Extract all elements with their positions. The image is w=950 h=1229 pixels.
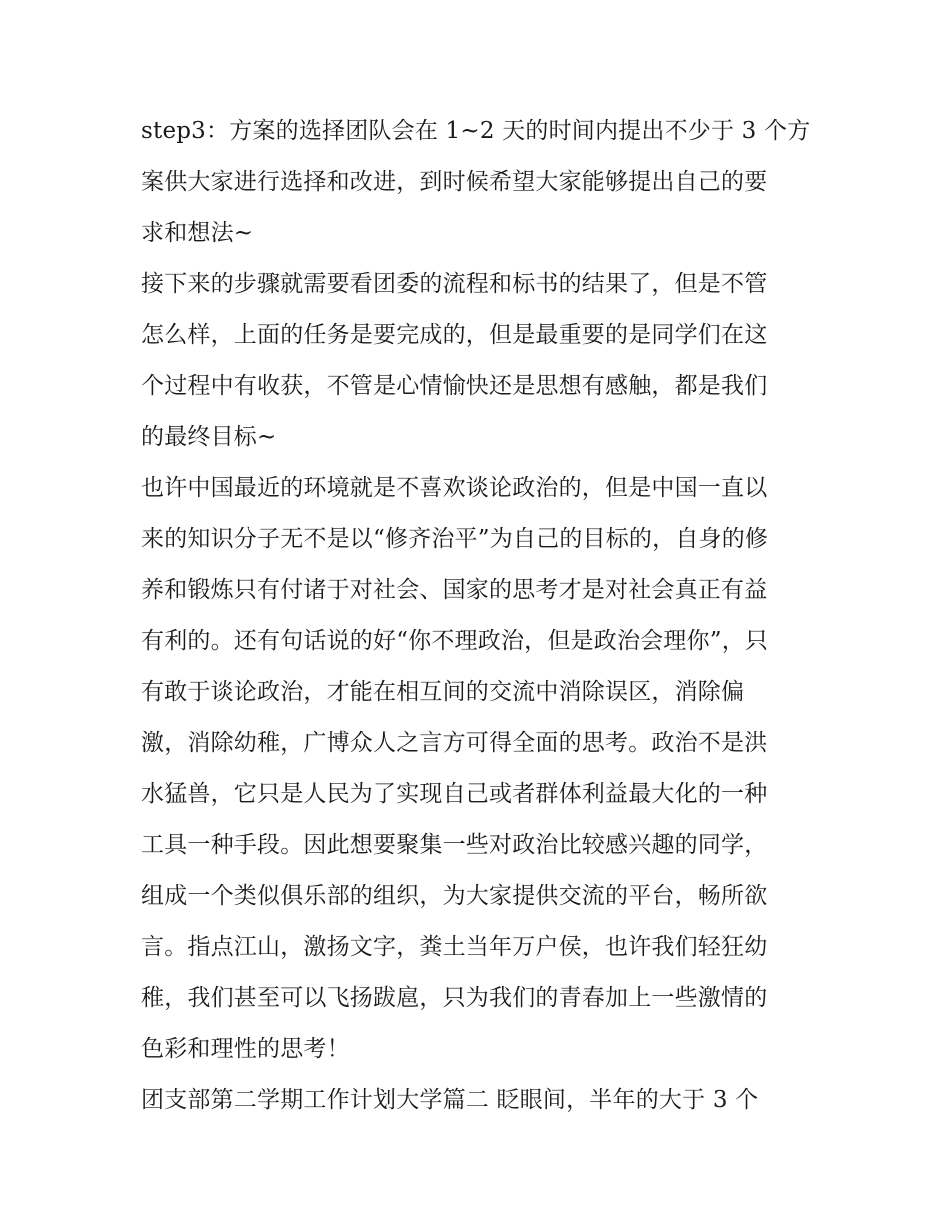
text-line: 有敢于谈论政治，才能在相互间的交流中消除误区，消除偏 <box>141 679 745 705</box>
text-line-step3: step3：方案的选择团队会在 1~2 天的时间内提出不少于 3 个方 <box>141 118 811 144</box>
text-line: 来的知识分子无不是以“修齐治平”为自己的目标的，自身的修 <box>141 526 769 552</box>
text-line: 有利的。还有句话说的好“你不理政治，但是政治会理你”，只 <box>141 628 769 654</box>
text-line: 言。指点江山，激扬文字，粪土当年万户侯，也许我们轻狂幼 <box>141 934 768 960</box>
text-line: 怎么样，上面的任务是要完成的，但是最重要的是同学们在这 <box>141 322 768 348</box>
text-line: 的最终目标~ <box>141 424 277 450</box>
text-line: 接下来的步骤就需要看团委的流程和标书的结果了，但是不管 <box>141 271 768 297</box>
text-line: 水猛兽，它只是人民为了实现自己或者群体利益最大化的一种 <box>141 781 768 807</box>
text-line: 养和锻炼只有付诸于对社会、国家的思考才是对社会真正有益 <box>141 577 768 603</box>
text-line: 也许中国最近的环境就是不喜欢谈论政治的，但是中国一直以 <box>141 475 768 501</box>
text-line: 个过程中有收获，不管是心情愉快还是思想有感触，都是我们 <box>141 373 768 399</box>
text-line: 色彩和理性的思考！ <box>141 1036 350 1062</box>
document-body <box>141 106 813 1126</box>
text-line: 激，消除幼稚，广博众人之言方可得全面的思考。政治不是洪 <box>141 730 768 756</box>
text-line: 组成一个类似俱乐部的组织，为大家提供交流的平台，畅所欲 <box>141 883 768 909</box>
text-line-section-heading: 团支部第二学期工作计划大学篇二 眨眼间，半年的大于 3 个 <box>141 1087 759 1113</box>
text-line: 案供大家进行选择和改进，到时候希望大家能够提出自己的要 <box>141 169 768 195</box>
text-line: 工具一种手段。因此想要聚集一些对政治比较感兴趣的同学， <box>141 832 768 858</box>
text-line: 求和想法~ <box>141 220 254 246</box>
text-line: 稚，我们甚至可以飞扬跋扈，只为我们的青春加上一些激情的 <box>141 985 768 1011</box>
